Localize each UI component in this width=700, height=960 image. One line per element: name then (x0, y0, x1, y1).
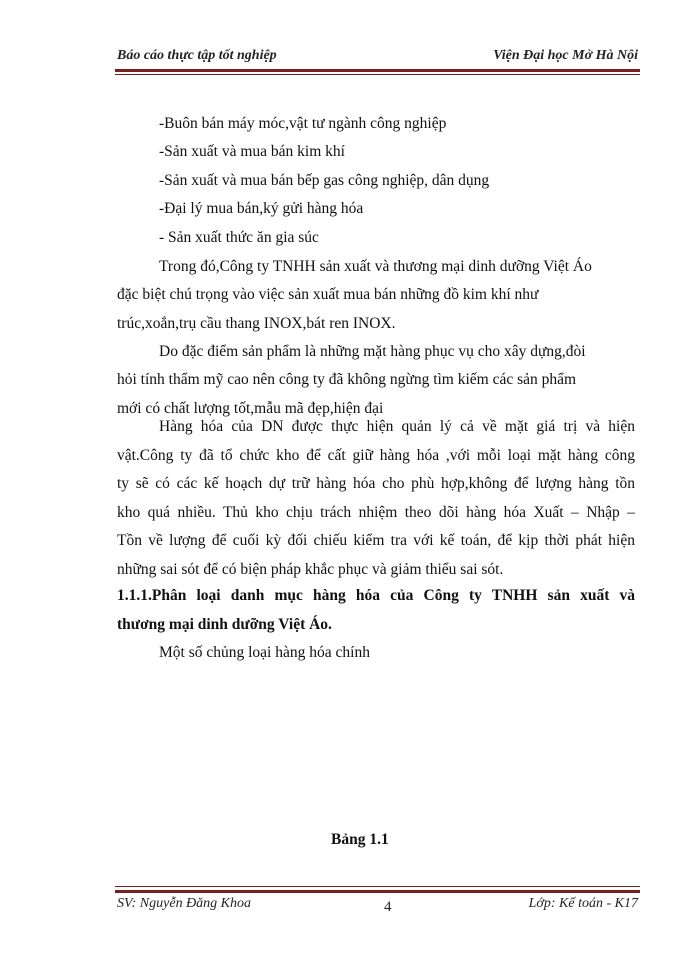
footer-rule-thick (115, 890, 640, 893)
section-heading: 1.1.1.Phân loại danh mục hàng hóa của Công ty TNHH sản xuất và (117, 587, 635, 604)
paragraph-line: những sai sót để có biện pháp khắc phục và giảm thiểu sai sót. (117, 561, 504, 578)
paragraph-line: vật.Công ty đã tổ chức kho để cất giữ hàng hóa ,với mỗi loại mặt hàng công (117, 447, 635, 464)
paragraph-line: Do đặc điểm sản phẩm là những mặt hàng phục vụ cho xây dựng,đòi (159, 343, 586, 360)
page-number: 4 (384, 899, 392, 915)
header-rule-thin (115, 74, 640, 75)
table-caption: Bảng 1.1 (331, 831, 389, 848)
intro-line: Một số chủng loại hàng hóa chính (159, 644, 370, 661)
footer-rule-thin (115, 886, 640, 887)
header-left-title: Báo cáo thực tập tốt nghiệp (117, 48, 277, 63)
paragraph-line: kho quá nhiều. Thủ kho chịu trách nhiệm theo dõi hàng hóa Xuất – Nhập – (117, 504, 635, 521)
paragraph-line: đặc biệt chú trọng vào việc sản xuất mua bán những đồ kim khí như (117, 286, 539, 303)
paragraph-line: mới có chất lượng tốt,mẫu mã đẹp,hiện đại (117, 400, 384, 417)
bullet-item: -Đại lý mua bán,ký gửi hàng hóa (159, 200, 364, 217)
footer-class: Lớp: Kế toán - K17 (528, 896, 638, 911)
paragraph-line: Tồn về lượng để cuối kỳ đối chiếu kiểm tra với kế toán, để kịp thời phát hiện (117, 532, 635, 549)
paragraph-line: hỏi tính thẩm mỹ cao nên công ty đã không ngừng tìm kiếm các sản phẩm (117, 371, 577, 388)
footer-student-name: SV: Nguyễn Đăng Khoa (117, 896, 252, 911)
section-heading: thương mại dinh dưỡng Việt Áo. (117, 616, 332, 633)
paragraph-line: ty sẽ có các kế hoạch dự trữ hàng hóa cho phù hợp,không để lượng hàng tồn (117, 475, 635, 492)
paragraph-line: trúc,xoắn,trụ cầu thang INOX,bát ren INOX. (117, 315, 396, 332)
bullet-item: -Sản xuất và mua bán bếp gas công nghiệp, dân dụng (159, 172, 490, 189)
header-rule-thick (115, 69, 640, 72)
paragraph-line: Hàng hóa của DN được thực hiện quản lý cả về mặt giá trị và hiện (159, 418, 635, 435)
bullet-item: -Sản xuất và mua bán kim khí (159, 143, 345, 160)
paragraph-line: Trong đó,Công ty TNHH sản xuất và thương mại dinh dưỡng Việt Áo (159, 258, 592, 275)
header-right-title: Viện Đại học Mở Hà Nội (493, 48, 638, 63)
bullet-item: -Buôn bán máy móc,vật tư ngành công nghiệp (159, 115, 447, 132)
bullet-item: - Sản xuất thức ăn gia súc (159, 229, 319, 246)
